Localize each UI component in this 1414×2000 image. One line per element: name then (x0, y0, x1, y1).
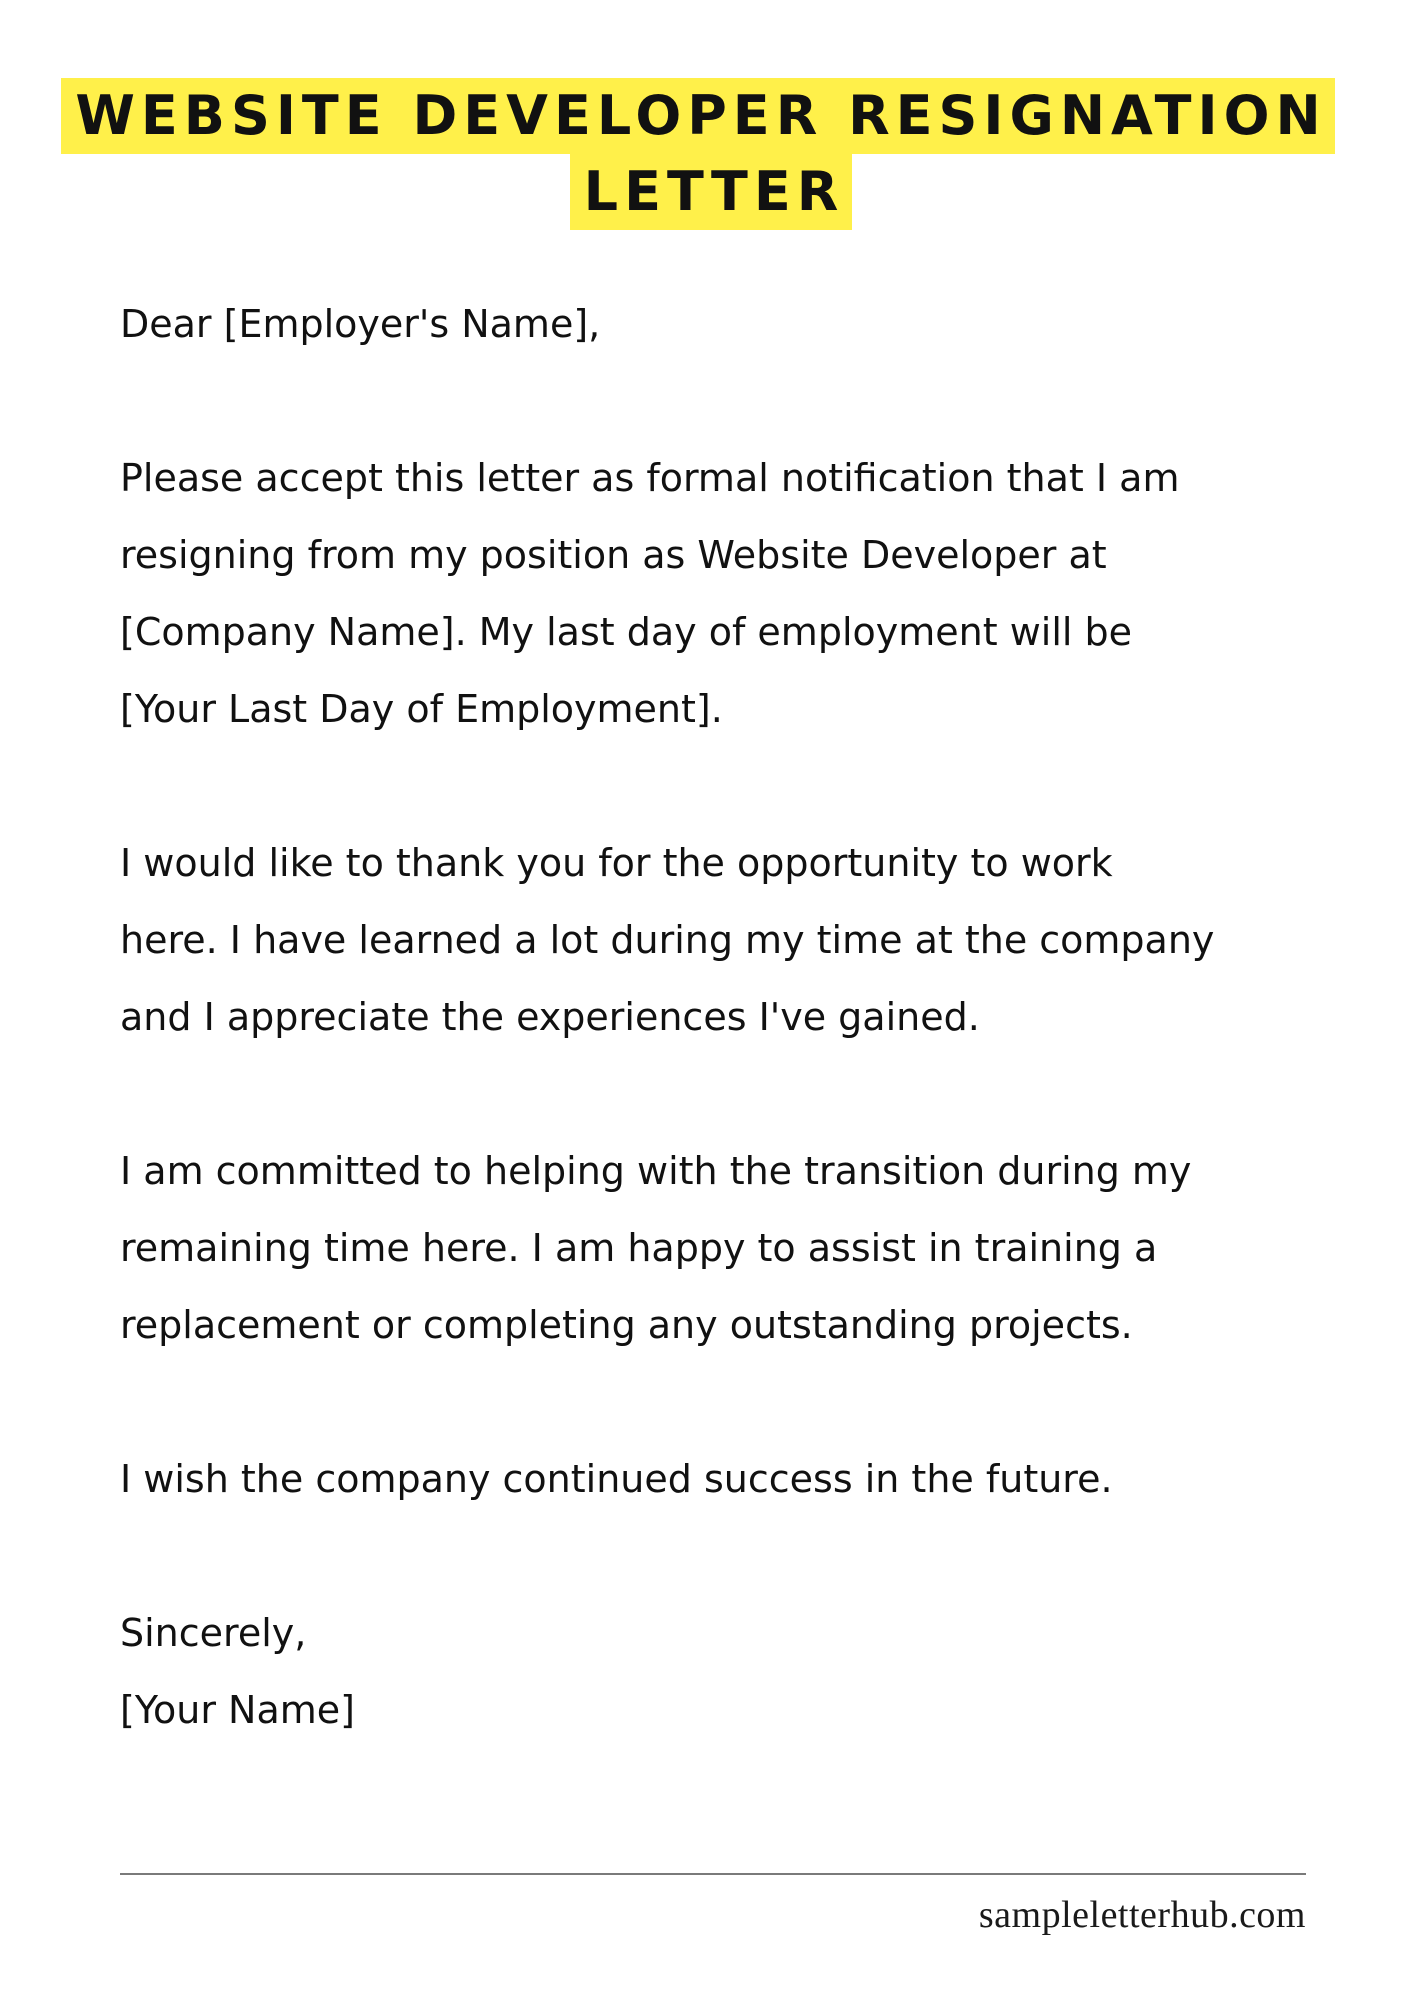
signature: [Your Name] (120, 1688, 355, 1732)
paragraph-thanks: I would like to thank you for the opportunity to work here. I have learned a lot during my time at the company and I appreciate the experiences I've gained. (120, 841, 1215, 1039)
closing: Sincerely, (120, 1611, 307, 1655)
letter-body (120, 286, 1350, 1749)
paragraph-notification: Please accept this letter as formal notification that I am resigning from my position as Website Developer at [Company Name]. My last day of employment will be [Your Last Day of Employment]. (120, 456, 1180, 731)
footer-site: sampleletterhub.com (978, 1894, 1306, 1936)
document-title (0, 78, 1414, 230)
title-line-2: LETTER (570, 154, 853, 230)
salutation: Dear [Employer's Name], (120, 302, 601, 346)
paragraph-transition: I am committed to helping with the transition during my remaining time here. I am happy to assist in training a replacement or completing any outstanding projects. (120, 1149, 1192, 1347)
title-line-1: WEBSITE DEVELOPER RESIGNATION (61, 78, 1334, 154)
closing-block (120, 1595, 1350, 1749)
paragraph-wishes: I wish the company continued success in the future. (120, 1457, 1113, 1501)
footer-divider (120, 1873, 1306, 1875)
